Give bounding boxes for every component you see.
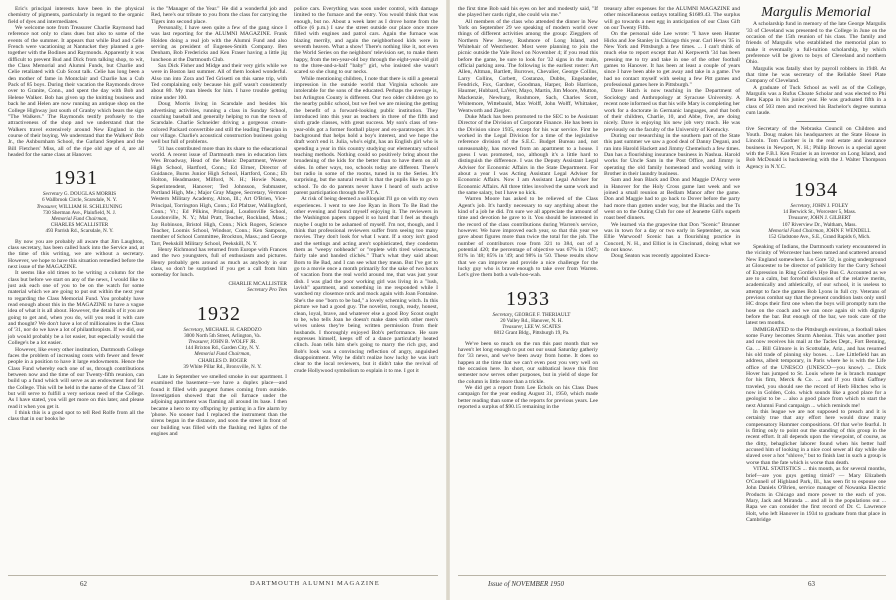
paragraph: Margulis was fatally shot by payroll robbers in 1948. At that time he was secretary of the Reliable Steel Plate Company of Cleveland. [746,65,886,85]
paragraph: Duke Mack has been promoted to the SEC to be Assistant Director of the Division of Corporate Finance. He has been in the Division since 1935, except for his war service. First he worked in the Legal Division for a time of the legislative reference division of the S.E.C. Budget Bureau and, not unreasonably, has moved from an apartment to a house. I guess I was promoted, too, although it's a little hard to distinguish the difference. I was the Deputy Assistant Legal Adviser for Economic Affairs in the State Department. For about a year I was Acting Assistant Legal Adviser for Economic Affairs. Now I am Assistant Legal Adviser for Economic Affairs. All three titles involved the same work and the same salary, but I have no kick. [458,113,598,196]
treasurer-line: Treasurer, JOHN B. WOLFF JR. [188,339,257,345]
signature-name: CHARLIE MCALLISTER [228,280,287,287]
paragraph: We welcome note from Treasurer Charlie Raymond had reference not only to class dues but also to some of the events of the summer. It appears that while Bud and Celie French were vacationing at Nantucket they planned a get-together with the Bodines and Raymonds. Apparently it was difficult to prevent Bud and Dick from talking shop, to wit, the Class Memorial and Alumni Funds, but Charlie and Celie retaliated with Cub Scout talk. Celie has long been a den mother of fame in Montclair and Charlie has a Cub Pack of 85 boys. During their vacation the Raymonds drove over to Granite, Conn., and spent the day with Bob and Helene Walker. Bob has given up the knitting business and back he and Helen are now running an antique shop on the College Highway just south of Granby which bears the sign "The Walkers." The Raymonds testify profusely to the attractiveness of the shop and we understand that the Walkers travel extensively around New England in the course of their buying. We understand that the Walkers' Bob Jr., the Ashburnham School, the Garland Stephen and the Bill Fletchers' Miss, all of the ripe old age of 4, are all headed for the same class at Hanover. [8,25,144,158]
paragraph: On the personal side Lee wrote: "I have seen Hunter Hicks and Joe Stanley in Chicago this year. Carl Hews '35 in New York and Pittsburgh a few times. ... I can't think of much else to report except that Al Kerpwerth '34 has been pressing me to try and take in one of the other football games to Hanover. It has been at least a couple of years since I have been able to get away and take in a game. I've had no contact myself with seeing a few Pitt games and professional games here in Pittsburgh." [604,31,740,89]
paragraph: I think this is a good spot to tell Red Rolfe from all the class that in our books he [8,409,144,423]
paragraph: Doug Morris living in Scarsdale and besides his advertising activities, running a class in Sunday School, coaching baseball and generally helping to run the town of Scarsdale. Charlie Schneider driving a gorgeous cream-colored Packard convertible and still the leading Thespian in our village. Charlie's acoustical construction business going well but full of problems. [151,101,287,146]
running-footer: DARTMOUTH ALUMNI MAGAZINE [250,580,380,587]
fund-chairman-address: 39 White Pillar Rd., Bronxville, N. Y. [183,363,262,370]
paragraph: Dave Hatch is now teaching in the Department of Sociology and Anthropology at Syracuse University. A recent note informed us that his wife Mary is completing her work for a doctorate in Germanic languages, and that both of their children, Charlie, 10, and Abbe, five, are doing nicely. Dave is enjoying his new job very much. He was previously on the faculty of the University of Kentucky. [604,88,740,133]
paragraph: Eric's principal interests have been in the physical chemistry of pigments, particularly in regard to the organic field of dyes and intermediates. [8,6,144,25]
signature-block [151,281,287,294]
paragraph: VITAL STATISTICS ... this month, as for several months, brief—are you guys getting timid? — Mary Elizabeth O'Connell of Highland Park, Ill., has seen fit to espouse one John Daniels O'Brien, service manager of Nowanka Electric Products in Chicago and more power to the each of you. Mary, Jack and Miranda ... and all in the populations out ... Rapa we can consider the first record of Dr. C. Lawrence Holt, who left Hanover in 1934 to graduate from that place in Cambridge [746,466,886,523]
secretary-address: 6 Wallbrook Circle, Scarsdale, N. Y. [41,197,118,204]
fund-chairman-address: 152 Gladstone Ave., S.E., Grand Rapids 6, Mich. [768,233,871,240]
treasurer-line: Treasurer, JOHN J. GILBERT [788,215,851,222]
secretary-address: 20 Valley Rd., Hanover, N. H. [500,317,563,324]
paragraph: We did get a report from Lee Echols on his Class Dues campaign for the year ending August 31, 1950, which made better reading than some of the reports for previous years. Lee reported a surplus of $90.15 remaining in the [458,385,598,411]
article-title: Margulis Memorial [761,6,871,20]
section-divider [796,121,836,122]
fund-chairman-name: CHARLES D. BOGER [198,357,247,364]
signature-title: Secretary Pro Tem [247,287,287,294]
treasurer-address: 144 Brixton Rd., Garden City, N. Y. [185,345,260,352]
paragraph: is the "Manager of the Year." He did a wonderful job and Red, here's our tribute to you from the class for carrying the Tigers into second place. [151,6,287,25]
paragraph: Speaking of Indians, the Dartmouth variety encountered in the vicinity of Worcester has been tamed and scattered around New England somewhere. Lo Gore '32, is going underground at Gloucester to be director of publicity for the Curry School of Expression in Ring Gordie's Hye Bus C. Accounted as we are to a calm, but forceful discussion of the relative merits, academically and athletically, of our school, it is useless to attempt to face the games Bob Lyons in full cry. Veterans of previous combat say that the present condition lasts only until HC drops their first one when the boys will promptly turn the hose on the coach and we can once again sit with dignity before the bar. But enough of the bar, we took care of the latest ten months. [746,244,886,327]
class-year-heading: 1934 [794,178,838,201]
paragraph: It seems like old times to be writing a column for the class but before we start on any of the news, I would like to just ask each one of you to be on the watch for some material which we are going to put out within the next year to regarding the Class Memorial Fund. You probably have read enough about this in the MAGAZINE to have a vague idea of what it is all about. However, the details of it you are going to get and, when you do, will you read it with care and thought? We don't have a lot of millionaires in the Class of '31, nor do we have a lot of philanthropists. If we did, our job would probably be a lot easier, but especially would the College's be a lot easier. [8,270,144,347]
paragraph: Personally, I have seen quite a few of the gang since I was last reporting for the ALUMNI MAGAZINE. Frank Holden doing a real job with the Alumni Fund and also serving as president of Eugenes-Smith Company. Ben Denham, Bob Fredericks and Ken Fraser having a little jig luncheon at the Dartmouth Club. [151,25,287,63]
treasurer-line: Treasurer, WILLIAM H. SCHLEUNING [36,203,123,210]
paragraph: Henry Richmond has returned from Europe with Frances and the two youngsters, full of enthusiasm and pictures. Henry probably gets around as much as anybody in our class, so don't be surprised if you get a call from him someday for lunch. [151,247,287,279]
treasurer-address: 6812 Grant Bldg., Pittsburgh 19, Pa. [493,330,570,337]
secretary-line: Secretary G. DOUGLAS MORRIS [42,191,117,198]
fund-chairman-name: CHARLES MCALLISTER [50,222,109,229]
class-year-heading: 1932 [197,302,241,325]
paragraph: Sax Dick Fisher and Midge and their very girls while we were in Boston last summer. All of them looked wonderful. Also ran into Zora and Ted Grisetti on this same trip, with Ted complaining only because his golf wasn't consistently about 80. My man bleeds for him. I have trouble getting mine under 100. [151,63,287,101]
paragraph: While mentioning children, I note that there is still a general impression in the outside world that Virginia schools are intolerable for the sons of the educated. Perhaps the average is, but Arlington County is different. Our two older children go to the nearby public school, but we feel we are missing the getting the benefit of a forward-looking public institution. They introduced into this year as teachers in three of the fifth and sixth grade classes, with great success. My son's class of ten-year-olds got a former football player and ex-paratrooper. It's a background that helps hold a boy's interest, and we hope the draft won't end it. Julia, who's eight, has an English girl who is spending a year in this country studying our elementary school teaching methods. Nothing could so positively bring about the broadening of the kids for the better than to have them on all sides. In other ways, too, schools today are different. There's but radio in some of the rooms, tuned in to the Series. It's surprising, but the natural result is that the pupils like to go to school. To do do parents never have I heard of such active parent participation through the P.T.A. [294,75,438,196]
secretary-line: Secretary, GEORGE F. THERIAULT [492,311,571,318]
paragraph: We learned via the grapevine that Don "Scenic" Brunner was in town for a day or two early in September, as was Ellie Warwood! Scenic has a flourishing practice in Concord, N. H., and Elliot is in Cincinnati, doing what we do not know. [604,221,740,254]
secretary-address: 14 Berwick St., Worcester 5, Mass. [782,209,857,216]
paragraph: '31 has contributed more than its share to the educational world. A recent issue of Dartmouth men in education lists Wes Broadway, Head of the Music Department, Weaver High School, Hartford, Conn.; Ed Elrner, Director of Guidance, Burns Junior High School, Hartford, Conn.; Eb Holton, Headmaster, Milford, N. H.; Howie Nason, Superintendent, Hanover; Ted Johnsson, Submaster, Portland High, Me.; Major Gray Magee, Secretary, Vermont Western Military Academy, Alton, Ill.; Art O'Brien, Vice-Principal, Torrington High, Conn.; Ed Pfaltzer, Wallingford, Conn.; Vt.; Ed Pilkins, Principal, Loudonville School, Loudonville, N. Y.; Mal Pratt, Teacher, Rockland, Mass.; Jay Robinson, Bristol High, Conn.; Nick Rogers, Science Teacher, Loomis School, Windsor, Conn.; Ken Sampson, member of School Committee, Brockton, Mass.; and George Tarr, Peekskill Military School, Peekskill, N. Y. [151,145,287,247]
paragraph: By now you are probably all aware that Jim Laughton, class secretary, has been called back into the Service and, at the time of this writing, we are without a secretary. However, we hope to have this situation remedied before the next issue of the MAGAZINE. [8,238,144,271]
paragraph: A scholarship fund in memory of the late George Margulis '33 of Cleveland was presented to the College in June on the occasion of the 15th reunion of his class. The family and friends of Margulis who established the memorial plan to make it eventually a full-tuition scholarship, by which preference will be given to boys of Cleveland and northern Ohio. [746,21,886,66]
secretary-address: 3000 North 5th Street, Arlington, Va. [184,332,261,339]
footer-rule [458,575,886,576]
secretary-line: Secretary, MICHAEL H. CARDOZO [183,326,262,333]
treasurer-line: Treasurer, LEE W. SCATES [502,324,561,331]
fund-chairman-line: Memorial Fund Chairman, JOHN F. WENDELL [768,227,871,234]
class-year-heading: 1931 [54,167,98,190]
paragraph: IMMIGRATED to the Pittsburgh environs, a football takes some Furey becomes Sturm Ahenius. This was another post and now receives his mail at the Tacles Dept., Fort Benning, Ga. ... Bill Gilmore is in Scottsdale, Ariz., and has resumed his old trade of pinning sky boxes. ... Lee Littlefield has an address, albeit temporary, in Paris where he is with the Life office of the UNESCO (UNESCO—you know). ... Dick Hover has jumped to St. Louis where he is branch manager for his firm, Merck & Co. ... and if you think Gaffney traveled, you should see the record of Herb Hitches who is now in Golden, Colo. which sounds like a good place for a geologist to be ... also a good place from which to start the next Alumni Fund campaign ... which reminds me! [746,326,886,409]
paragraph: All members of the class who attended the dinner in New York on September 29 we speaking of modern world over things of different activities among the group: Ziegglers of Northern New Jersey, Rushmore of Long Island, and Whitehair of Westchester. Most were planning to join the picnic outside the Yale Bowl on November 4; if you read this before the game, be sure to look for '32 signs in the main, official parking area. The following is the earliest roster: Art Allen, Altman, Bartlett, Burrows, Chevalier, George Collins, Larry Collins, Corbett, Costanzo, Dubbs, Engelander, Fendrick, Fox, Gardner, Goodman, Harper, Bob Harrison, Haumer, Hubbard, LaVerr, Mayo, Martin, Jim Moore, Mutton, Mackenzie, Newburg, Rushmore, Sach, Charles Scott, Whitemore, Wittebauld, Max Wolff, John Wolff, Whittaker, Wentworth and Ziegler. [458,18,598,114]
right-page [448,0,896,600]
page-number: 63 [808,580,815,588]
paragraph: A graduate of Tuck School as well as of the College, Margulis was a Rufus Choate Scholar and was elected to Phi Beta Kappa in his junior year. He was graduated fifth in a class of 503 men and received his Bachelor's degree summa cum laude. [746,84,886,117]
paragraph: During our researching in the southern part of the State this past summer we saw a good deal of Danny Degani, and ran into Harold Hackett and Jimmy Chemeluch a few times. Dan has a flourishing insurance business in Nashua. Harold works for Uncle Sam in the Post Office, and Jimmy is operating the old family homestead and working with it Brother in their laundry business. [604,132,740,177]
fund-chairman-line: Memorial Fund Chairman, [194,351,251,358]
left-column-2 [151,6,287,574]
running-footer: Issue of NOVEMBER 1950 [488,580,565,588]
fund-chairman-address: 493 Parrish Rd., Scarsdale, N. Y. [45,228,114,235]
paragraph: At risk of being deemed a soliloquist I'll go on with my own experiences. I went to see Joe Ryan in Born To Be Bad the other evening and found myself enjoying it. The reviewers in the Washington papers rapped it so hard that I feel as though maybe I ought to be ashamed of myself. I'm not, though, and I think that professional reviewers suffer from seeing too many movies. They don't look for what I want. If a story isn't good and the settings and acting aren't sophisticated, they condemn them as "weepy nobheads" or "replete with tired wisecracks, fairly tale and banded clichés." That's what they said about Born to Be Bad, and I can see what they mean. But I've got to go to a movie once a month primarily for the sake of two hours of vacation from the real world around me, that was just your dish. I was glad the poor working girl was living in a "lush, lavish" apartment, and something in me responded while I watched my closemce nrck and mock again with Joan Fontaine. She's the one "born to be bad," a lovely scheming witch. In this picture we had a good guy. The novelist, rough, ready, honest, clean, loyal, brave, and whatever else a good Boy Scout ought to be, who tells Joan he doesn't make dates with other men's wives unless they're being written permission from their husbands. I thoroughly enjoyed Bob's performance. He sure expresses himself, keeps off of a dance particularly heated clinch. Joan tells him she's going to marry the rich guy, and Bob's look was a convincing reflection of angry, anguished disappointment. Why he didn't realize how lucky he was isn't clear to the local reviewers, but it didn't take the revival of crude Hollywood symbolism to explain it to me. I got it [294,196,438,374]
class-year-heading: 1933 [506,287,550,310]
page-number: 62 [80,580,87,588]
paragraph: Sam and Jean Black and Don and Maggie D'Arcy were in Hanover for the Holy Cross game last week and we joined a small reunion at Bedlam Manor after the game. Don and Maggie had to go back to Dover before the party had more than gotten under way, but the Blacks and the Ts went on to the Outing Club for one of Jeanette Gill's superb roast beef dinners. [604,177,740,222]
right-column-1 [458,6,598,574]
paragraph: We've been so much on the run this past month that we haven't let long enough to put out our usual Saturday gatheriy for '33 news, and we've been away from home. It does so happen at the time that we can't even post you very well on the occasion here. In short, our subbatical leave this first semester now serves other purposes, but in yield of slope for the column is little more than a trickle. [458,340,598,385]
paragraph: Late in September we smelled smoke in our apartment. I examined the basement—we have a duplex place—and found it filled with pungent fumes coming from outside. Investigation showed that the oil furnace under the adjoining apartment was flaming all around its base. I then became a hero to my offspring by putting in a fire alarm by 'phone. No sooner had I replaced the instrument than the sirens began in the distance, and soon the street in front of our building was filled with the flashing red lights of the engines and [151,374,287,438]
treasurer-address: 107 Riverview Dr., Waltham, Mass. [782,221,857,228]
paragraph: tive Secretary of the Nebraska Council on Children and Youth. Doug makes his headquarters at the State House in Lincoln. Tom Gardner is in the real estate and insurance business in Newport, N. H.; Philip Brown is a special agent with the F.B.I. Ken Frazier is an investor on Long Island, and Bob McDonald is hucksteering with the J. Walter Thompson Agency in N.Y.C. [746,125,886,170]
left-column-3 [294,6,438,574]
footer-rule [8,575,438,576]
fund-chairman-line: Memorial Fund Chairman, [51,216,108,223]
secretary-line: Secretary, JOHN J. FOLEY [790,202,849,209]
paragraph: the first time Bob said his eyes on her and modestly said, "If she played her cards right, she could win me." [458,6,598,19]
treasurer-address: 730 Sherman Ave., Plainfield, N. J. [42,209,117,216]
right-column-2 [604,6,740,574]
paragraph: However, like every other institution, Dartmouth College faces the problem of increasing costs with fewer and fewer people in a position to have it large endowments. Hence the Class Fund whereby each one of us, through contributions between now and the time of our Twenty-fifth reunion, can build up a fund which will serve as an endowment fund for the College. This will be held in the name of the Class of '31 but will serve to fulfill a very serious need of the College. As I have stated, you will get more on this later, and please read it when you get it. [8,346,144,410]
paragraph: treasury after expenses for the ALUMNI MAGAZINE and other miscellaneous outlays totalling $1689.43. The surplus will go towards a nest egg in anticipation of our Class Gift on our Twenty Fifth. [604,6,740,32]
paragraph: Warren Moore has asked to be relieved of the Class Agent's job. It's hardly necessary to say anything about the kind of a job he did. I'm sure we all appreciate the amount of time and devotion he gave to it. You should be interested in the record of the class contributions during Warren's service, however. We have improved each year, so that this year we gave about figures more than twice the total for the job. The number of contributors rose from 321 to 384, out of a potential 420; the percentage of objective was 67% in 1947; 81% in '48; 85% in '49; and 98% in '50. These results show that we can improve and provide a nice challenge for the lucky guy who is brave enough to take over from Warren. Let's give them both a wah-hoo-wah. [458,196,598,279]
paragraph: In this league we are not supposed to preach and it is certainly true that any effort here would draw many compensatory Hammer compositions. Of that we're fearful. It is fitting only to point out the standing of this group in the recent effort. It all depends upon the viewpoint, of course, as the ditty, behaglicher laborer found when his better half accused him of looking in a nice cool sewer all day while she slaved over a hot "shlove," but to finish last in such a group is worse than the fate which is worse than death. [746,409,886,466]
paragraph: police cars. Everything was soon under control, with damage limited to the furnace and the entry. You would think that was enough, but no. About a week later as I drove home from the office (6 p.m.) I saw the street outside our place once more filled with engines and patrol cars. Again the furnace was blazing merrily, and again the neighborhood kids were in seventh heaven. What a show! There's nothing like it, not even the World Series on the neighbors' television set, to make them happy, from the ten-year-old boy through the eight-year-old girl to the three-and-a-half "baby" girl, who insisted she wasn't scared so she clung to our necks. [294,6,438,76]
paragraph: Doug Seaton was recently appointed Execu- [611,253,711,260]
right-column-3 [746,6,886,574]
left-column-1 [8,6,144,574]
